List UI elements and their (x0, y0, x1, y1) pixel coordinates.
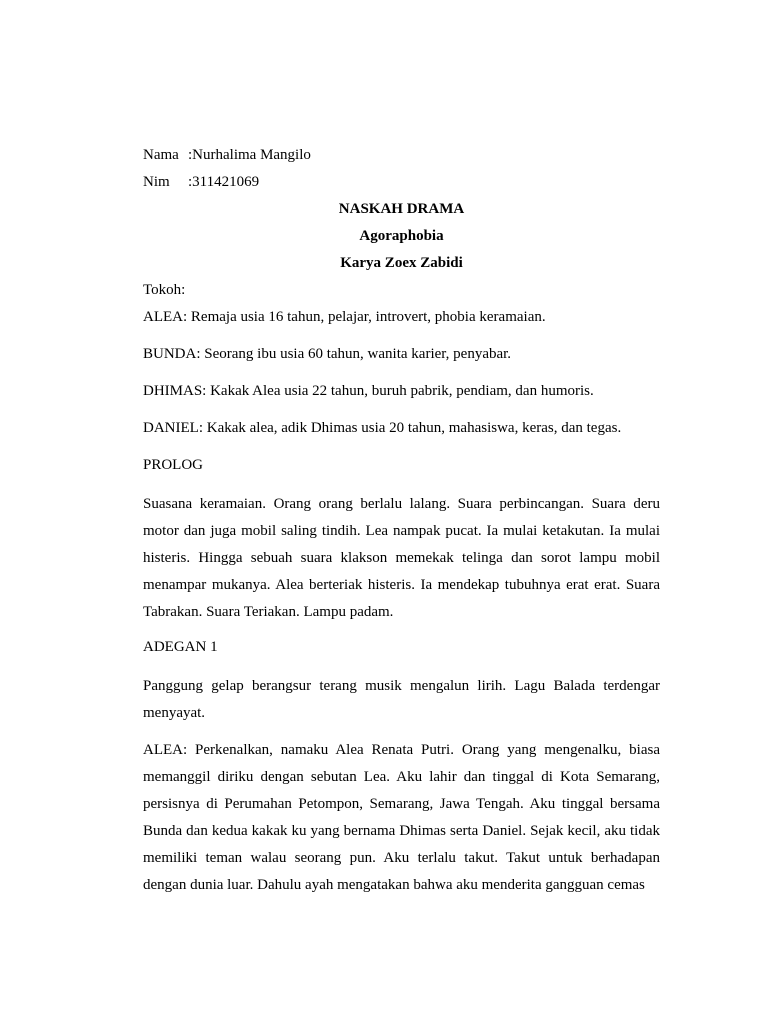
nama-label: Nama (143, 147, 179, 163)
document-page (143, 144, 660, 909)
prolog-paragraph: Suasana keramaian. Orang orang berlalu lalang. Suara perbincangan. Suara deru motor dan juga mobil saling tindih. Lea nampak pucat. Ia mulai ketakutan. Ia mulai histeris. Hingga sebuah suara klakson memekak telinga dan sorot lampu mobil menampar mukanya. Alea berteriak histeris. Ia mendekap tubuhnya erat erat. Suara Tabrakan. Suara Teriakan. Lampu padam. (143, 496, 660, 620)
nama-row (143, 144, 660, 171)
tokoh-label: Tokoh: (143, 282, 186, 298)
tokoh-item-alea: ALEA: Remaja usia 16 tahun, pelajar, introvert, phobia keramaian. (143, 309, 546, 325)
adegan1-paragraph-2: ALEA: Perkenalkan, namaku Alea Renata Putri. Orang yang mengenalku, biasa memanggil diriku dengan sebutan Lea. Aku lahir dan tinggal di Kota Semarang, persisnya di Perumahan Petompon, Semarang, Jawa Tengah. Aku tinggal bersama Bunda dan kedua kakak ku yang bernama Dhimas serta Daniel. Sejak kecil, aku tidak memiliki teman walau seorang pun. Aku terlalu takut. Takut untuk berhadapan dengan dunia luar. Dahulu ayah mengatakan bahwa aku menderita gangguan cemas (143, 742, 660, 893)
tokoh-item-dhimas: DHIMAS: Kakak Alea usia 22 tahun, buruh pabrik, pendiam, dan humoris. (143, 383, 594, 399)
tokoh-item-bunda: BUNDA: Seorang ibu usia 60 tahun, wanita karier, penyabar. (143, 346, 512, 362)
drama-title: Agoraphobia (359, 228, 444, 244)
nim-value: :311421069 (188, 174, 260, 190)
adegan1-heading: ADEGAN 1 (143, 639, 218, 655)
nama-value: :Nurhalima Mangilo (188, 147, 311, 163)
doc-title: NASKAH DRAMA (338, 201, 465, 217)
nim-label: Nim (143, 174, 170, 190)
nim-row (143, 171, 660, 198)
adegan1-paragraph-1: Panggung gelap berangsur terang musik mengalun lirih. Lagu Balada terdengar menyayat. (143, 678, 660, 721)
prolog-heading: PROLOG (143, 457, 204, 473)
tokoh-item-daniel: DANIEL: Kakak alea, adik Dhimas usia 20 tahun, mahasiswa, keras, dan tegas. (143, 420, 622, 436)
author-line: Karya Zoex Zabidi (340, 255, 463, 271)
